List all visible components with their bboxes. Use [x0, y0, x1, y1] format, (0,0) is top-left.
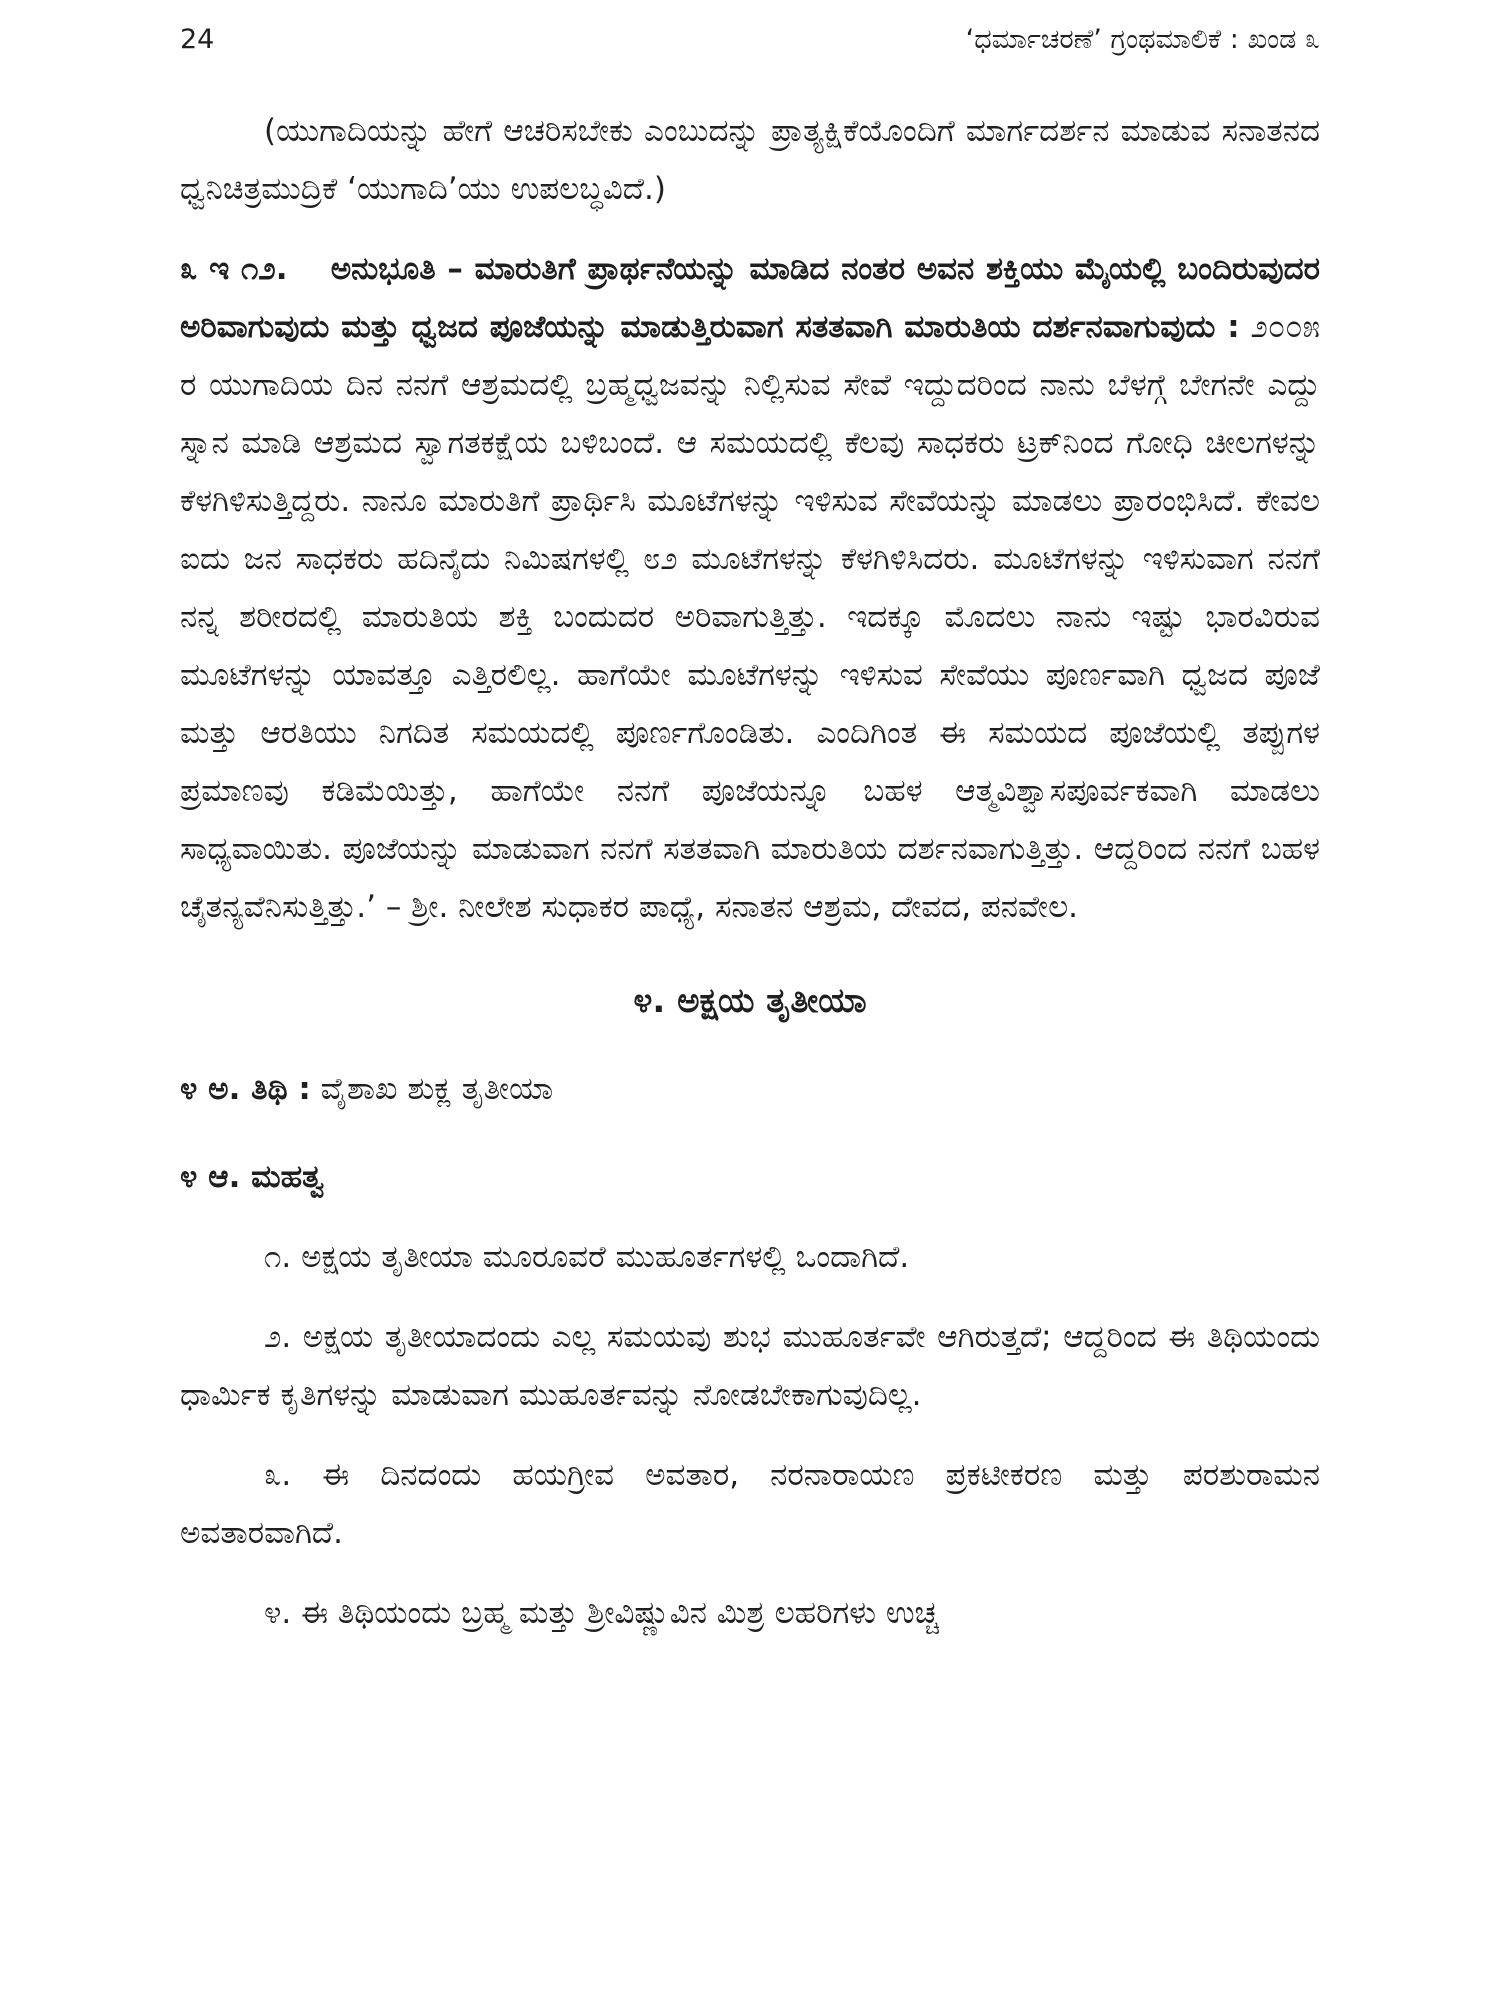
section-title: ೪. ಅಕ್ಷಯ ತೃತೀಯಾ: [633, 981, 867, 1021]
tithi-value: ವೈಶಾಖ ಶುಕ್ಲ ತೃತೀಯಾ: [320, 1071, 554, 1107]
page-content: [180, 102, 1320, 1642]
list-item: ೪. ಈ ತಿಥಿಯಂದು ಬ್ರಹ್ಮ ಮತ್ತು ಶ್ರೀವಿಷ್ಣುವಿನ ಮಿಶ್ರ ಲಹರಿಗಳು ಉಚ್ಚ: [264, 1595, 939, 1631]
experience-heading: ಅನುಭೂತಿ – ಮಾರುತಿಗೆ ಪ್ರಾರ್ಥನೆಯನ್ನು ಮಾಡಿದ ನಂತರ ಅವನ ಶಕ್ತಿಯು ಮೈಯಲ್ಲಿ ಬಂದಿರುವುದರ ಅರಿವಾಗುವುದು ಮತ್ತು ಧ್ವಜದ ಪೂಜೆಯನ್ನು ಮಾಡುತ್ತಿರುವಾಗ ಸತತವಾಗಿ ಮಾರುತಿಯ ದರ್ಶನವಾಗುವುದು :: [180, 251, 1320, 345]
list-item: ೧. ಅಕ್ಷಯ ತೃತೀಯಾ ಮೂರೂವರೆ ಮುಹೂರ್ತಗಳಲ್ಲಿ ಒಂದಾಗಿದೆ.: [264, 1239, 910, 1275]
experience-paragraph: [180, 240, 1320, 936]
page-header: [180, 24, 1320, 66]
tithi-line: [180, 1060, 1320, 1118]
list-item: ೨. ಅಕ್ಷಯ ತೃತೀಯಾದಂದು ಎಲ್ಲ ಸಮಯವು ಶುಭ ಮುಹೂರ್ತವೇ ಆಗಿರುತ್ತದೆ; ಆದ್ದರಿಂದ ಈ ತಿಥಿಯಂದು ಧಾರ್ಮಿಕ ಕೃತಿಗಳನ್ನು ಮಾಡುವಾಗ ಮುಹೂರ್ತವನ್ನು ನೋಡಬೇಕಾಗುವುದಿಲ್ಲ.: [180, 1319, 1320, 1413]
book-page: [180, 24, 1320, 1642]
page-number: 24: [180, 24, 215, 55]
experience-body: ೨೦೦೫ ರ ಯುಗಾದಿಯ ದಿನ ನನಗೆ ಆಶ್ರಮದಲ್ಲಿ ಬ್ರಹ್ಮಧ್ವಜವನ್ನು ನಿಲ್ಲಿಸುವ ಸೇವೆ ಇದ್ದುದರಿಂದ ನಾನು ಬೆಳಗ್ಗೆ ಬೇಗನೇ ಎದ್ದು ಸ್ನಾನ ಮಾಡಿ ಆಶ್ರಮದ ಸ್ವಾಗತಕಕ್ಷೆಯ ಬಳಿಬಂದೆ. ಆ ಸಮಯದಲ್ಲಿ ಕೆಲವು ಸಾಧಕರು ಟ್ರಕ್‌ನಿಂದ ಗೋಧಿ ಚೀಲಗಳನ್ನು ಕೆಳಗಿಳಿಸುತ್ತಿದ್ದರು. ನಾನೂ ಮಾರುತಿಗೆ ಪ್ರಾರ್ಥಿಸಿ ಮೂಟೆಗಳನ್ನು ಇಳಿಸುವ ಸೇವೆಯನ್ನು ಮಾಡಲು ಪ್ರಾರಂಭಿಸಿದೆ. ಕೇವಲ ಐದು ಜನ ಸಾಧಕರು ಹದಿನೈದು ನಿಮಿಷಗಳಲ್ಲಿ ೮೨ ಮೂಟೆಗಳನ್ನು ಕೆಳಗಿಳಿಸಿದರು. ಮೂಟೆಗಳನ್ನು ಇಳಿಸುವಾಗ ನನಗೆ ನನ್ನ ಶರೀರದಲ್ಲಿ ಮಾರುತಿಯ ಶಕ್ತಿ ಬಂದುದರ ಅರಿವಾಗುತ್ತಿತ್ತು. ಇದಕ್ಕೂ ಮೊದಲು ನಾನು ಇಷ್ಟು ಭಾರವಿರುವ ಮೂಟೆಗಳನ್ನು ಯಾವತ್ತೂ ಎತ್ತಿರಲಿಲ್ಲ. ಹಾಗೆಯೇ ಮೂಟೆಗಳನ್ನು ಇಳಿಸುವ ಸೇವೆಯು ಪೂರ್ಣವಾಗಿ ಧ್ವಜದ ಪೂಜೆ ಮತ್ತು ಆರತಿಯು ನಿಗದಿತ ಸಮಯದಲ್ಲಿ ಪೂರ್ಣಗೊಂಡಿತು. ಎಂದಿಗಿಂತ ಈ ಸಮಯದ ಪೂಜೆಯಲ್ಲಿ ತಪ್ಪುಗಳ ಪ್ರಮಾಣವು ಕಡಿಮೆಯಿತ್ತು, ಹಾಗೆಯೇ ನನಗೆ ಪೂಜೆಯನ್ನೂ ಬಹಳ ಆತ್ಮವಿಶ್ವಾಸಪೂರ್ವಕವಾಗಿ ಮಾಡಲು ಸಾಧ್ಯವಾಯಿತು. ಪೂಜೆಯನ್ನು ಮಾಡುವಾಗ ನನಗೆ ಸತತವಾಗಿ ಮಾರುತಿಯ ದರ್ಶನವಾಗುತ್ತಿತ್ತು. ಆದ್ದರಿಂದ ನನಗೆ ಬಹಳ ಚೈತನ್ಯವೆನಿಸುತ್ತಿತ್ತು.’ – ಶ್ರೀ. ನೀಲೇಶ ಸುಧಾಕರ ಪಾಧ್ಯೆ, ಸನಾತನ ಆಶ್ರಮ, ದೇವದ, ಪನವೇಲ.: [180, 309, 1320, 925]
running-title: ‘ಧರ್ಮಾಚರಣೆ’ ಗ್ರಂಥಮಾಲಿಕೆ : ಖಂಡ ೩: [965, 24, 1320, 55]
experience-number: ೩ ಇ ೧೨.: [180, 251, 288, 287]
importance-heading: ೪ ಆ. ಮಹತ್ವ: [180, 1159, 325, 1195]
intro-note: (ಯುಗಾದಿಯನ್ನು ಹೇಗೆ ಆಚರಿಸಬೇಕು ಎಂಬುದನ್ನು ಪ್ರಾತ್ಯಕ್ಷಿಕೆಯೊಂದಿಗೆ ಮಾರ್ಗದರ್ಶನ ಮಾಡುವ ಸನಾತನದ ಧ್ವನಿಚಿತ್ರಮುದ್ರಿಕೆ ‘ಯುಗಾದಿ’ಯು ಉಪಲಬ್ಧವಿದೆ.): [180, 113, 1320, 207]
tithi-label: ೪ ಅ. ತಿಥಿ :: [180, 1071, 311, 1107]
list-item: ೩. ಈ ದಿನದಂದು ಹಯಗ್ರೀವ ಅವತಾರ, ನರನಾರಾಯಣ ಪ್ರಕಟೀಕರಣ ಮತ್ತು ಪರಶುರಾಮನ ಅವತಾರವಾಗಿದೆ.: [180, 1457, 1320, 1551]
